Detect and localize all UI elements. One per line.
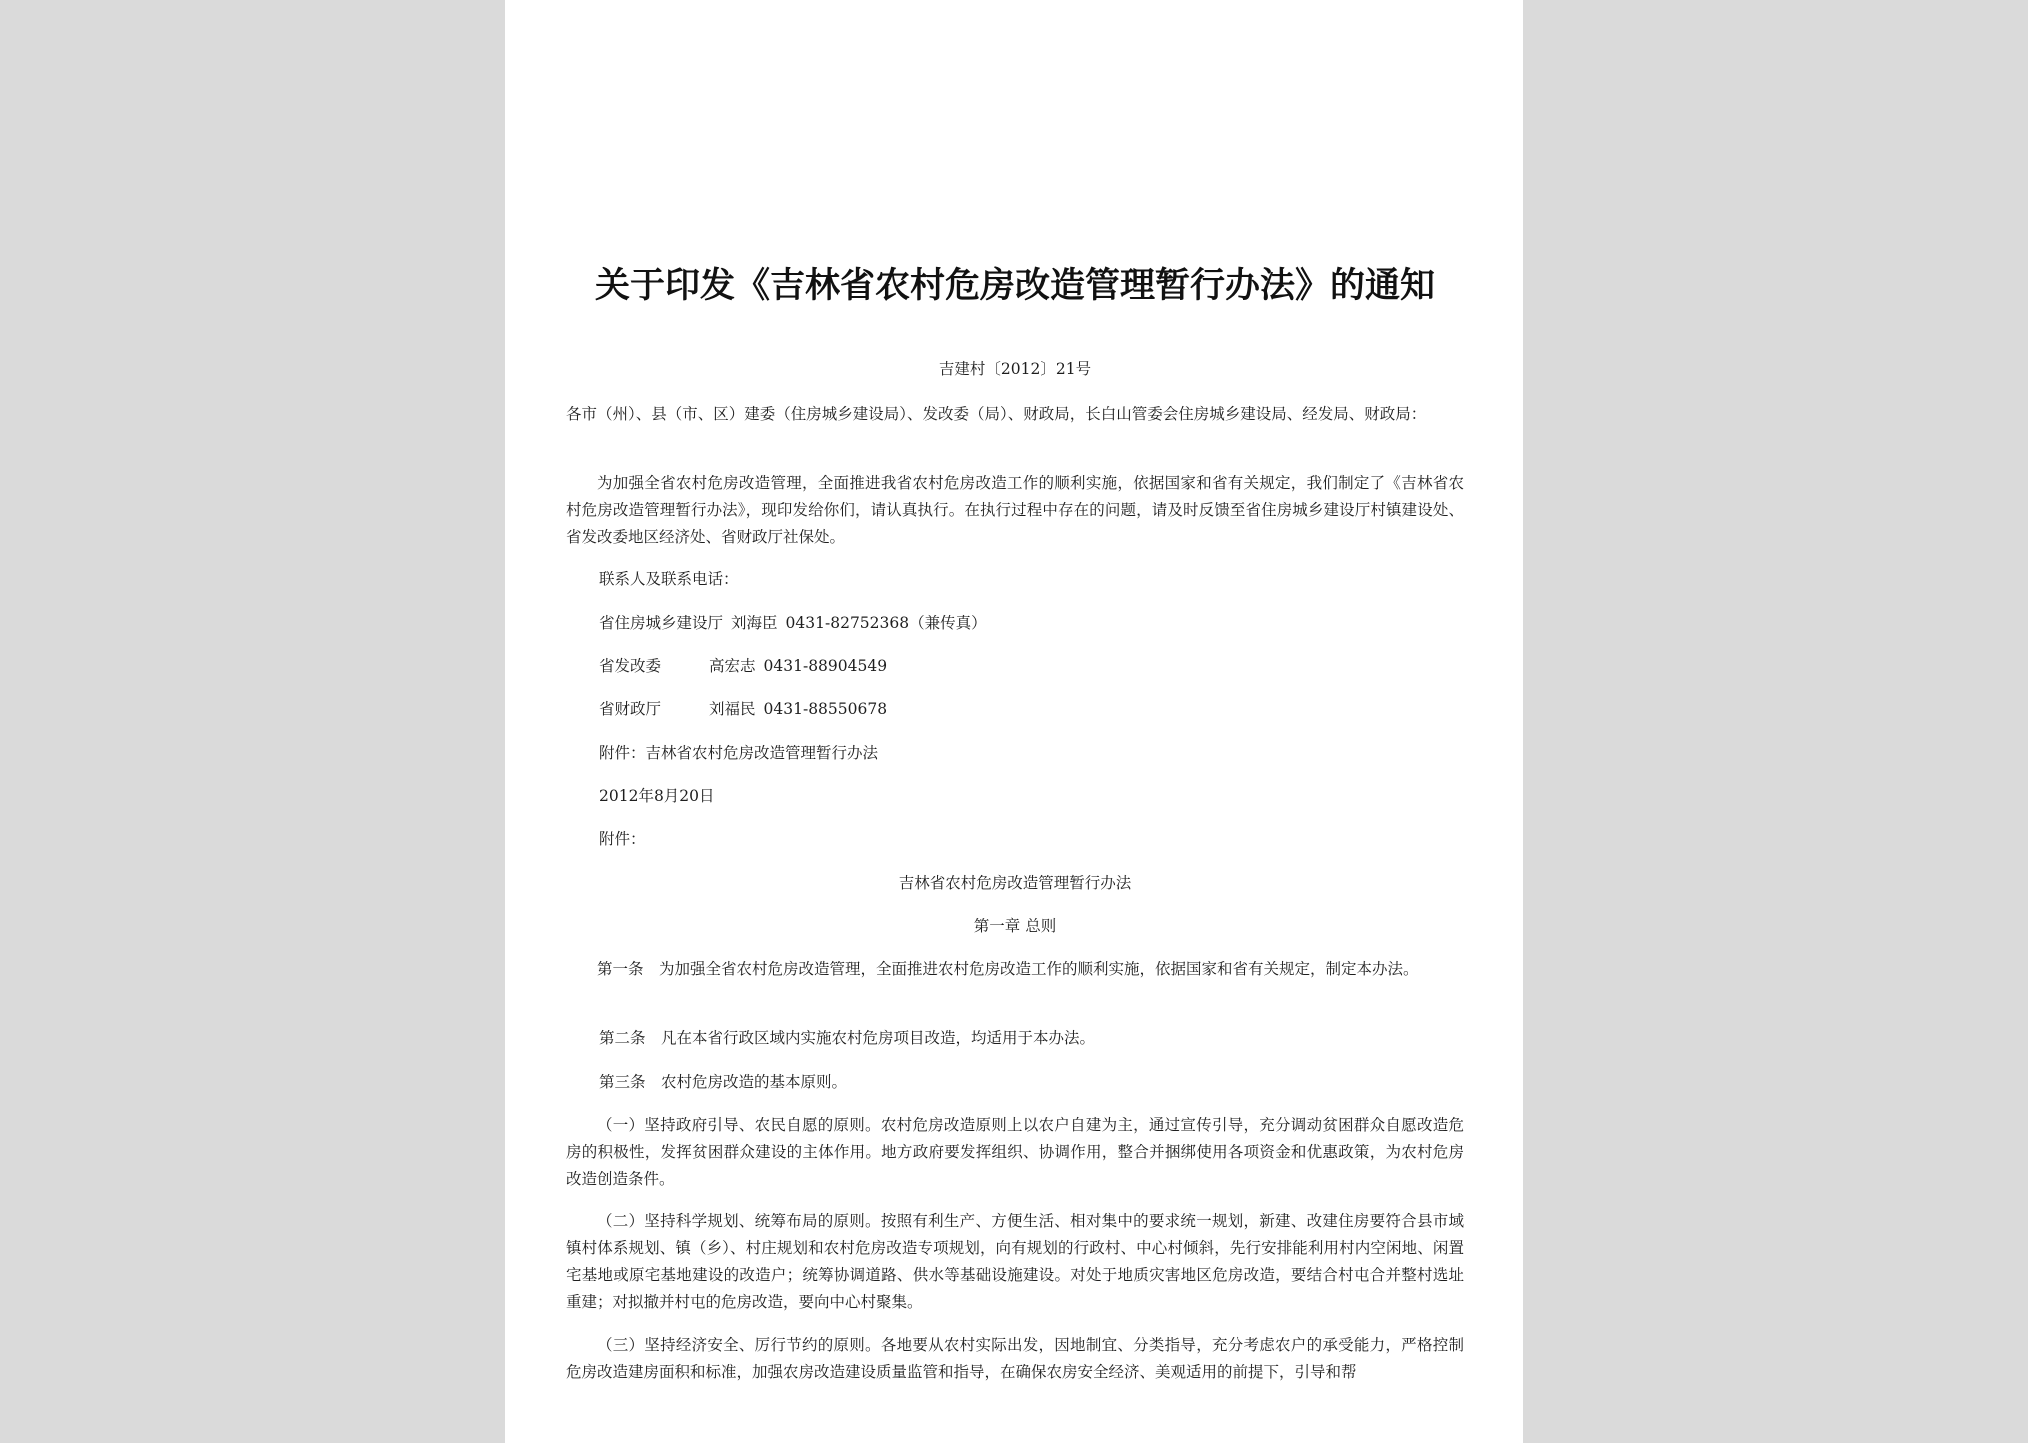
attachment-title: 吉林省农村危房改造管理暂行办法 (898, 874, 1132, 892)
contact-name: 刘福民 (709, 700, 756, 718)
article-3: 第三条 农村危房改造的基本原则。 (599, 1073, 848, 1091)
article-1: 第一条 为加强全省农村危房改造管理，全面推进农村危房改造工作的顺利实施，依据国家和省有关规定，制定本办法。 (597, 960, 1419, 978)
contact-row (599, 610, 987, 637)
article-2: 第二条 凡在本省行政区域内实施农村危房项目改造，均适用于本办法。 (599, 1029, 1096, 1047)
principle-3: （三）坚持经济安全、厉行节约的原则。各地要从农村实际出发，因地制宜、分类指导，充分考虑农户的承受能力，严格控制危房改造建房面积和标准，加强农房改造建设质量监管和指导，在确保农房安全经济、美观适用的前提下，引导和帮 (566, 1336, 1464, 1381)
contact-phone: 0431-82752368（兼传真） (785, 614, 987, 632)
contact-name: 刘海臣 (731, 614, 778, 632)
contact-name: 高宏志 (709, 657, 756, 675)
attachment-line: 附件：吉林省农村危房改造管理暂行办法 (599, 744, 879, 762)
chapter-title: 第一章 总则 (973, 917, 1057, 935)
contact-org: 省财政厅 (599, 700, 662, 718)
contact-phone: 0431-88904549 (763, 657, 888, 675)
contact-row (599, 653, 887, 680)
recipients-paragraph: 各市（州）、县（市、区）建委（住房城乡建设局）、发改委（局）、财政局，长白山管委会住房城乡建设局、经发局、财政局： (566, 405, 1427, 423)
principle-2: （二）坚持科学规划、统筹布局的原则。按照有利生产、方便生活、相对集中的要求统一规划，新建、改建住房要符合县市域镇村体系规划、镇（乡）、村庄规划和农村危房改造专项规划，向有规划的行政村、中心村倾斜，先行安排能利用村内空闲地、闲置宅基地或原宅基地建设的改造户；统筹协调道路、供水等基础设施建设。对处于地质灾害地区危房改造，要结合村屯合并整村选址重建；对拟撤并村屯的危房改造，要向中心村聚集。 (566, 1212, 1464, 1311)
document-page (505, 0, 1523, 1443)
contacts-label: 联系人及联系电话： (599, 570, 739, 588)
principle-1: （一）坚持政府引导、农民自愿的原则。农村危房改造原则上以农户自建为主，通过宣传引导，充分调动贫困群众自愿改造危房的积极性，发挥贫困群众建设的主体作用。地方政府要发挥组织、协调作用，整合并捆绑使用各项资金和优惠政策，为农村危房改造创造条件。 (566, 1116, 1464, 1188)
contact-row (599, 696, 887, 723)
document-title: 关于印发《吉林省农村危房改造管理暂行办法》的通知 (594, 265, 1435, 306)
document-number: 吉建村〔2012〕21号 (938, 360, 1092, 378)
intro-paragraph: 为加强全省农村危房改造管理，全面推进我省农村危房改造工作的顺利实施，依据国家和省有关规定，我们制定了《吉林省农村危房改造管理暂行办法》，现印发给你们，请认真执行。在执行过程中存在的问题，请及时反馈至省住房城乡建设厅村镇建设处、省发改委地区经济处、省财政厅社保处。 (566, 474, 1464, 546)
contact-org: 省发改委 (599, 657, 662, 675)
contact-phone: 0431-88550678 (763, 700, 888, 718)
contact-org: 省住房城乡建设厅 (599, 614, 724, 632)
document-date: 2012年8月20日 (599, 787, 715, 805)
attachment-label: 附件： (599, 830, 646, 848)
